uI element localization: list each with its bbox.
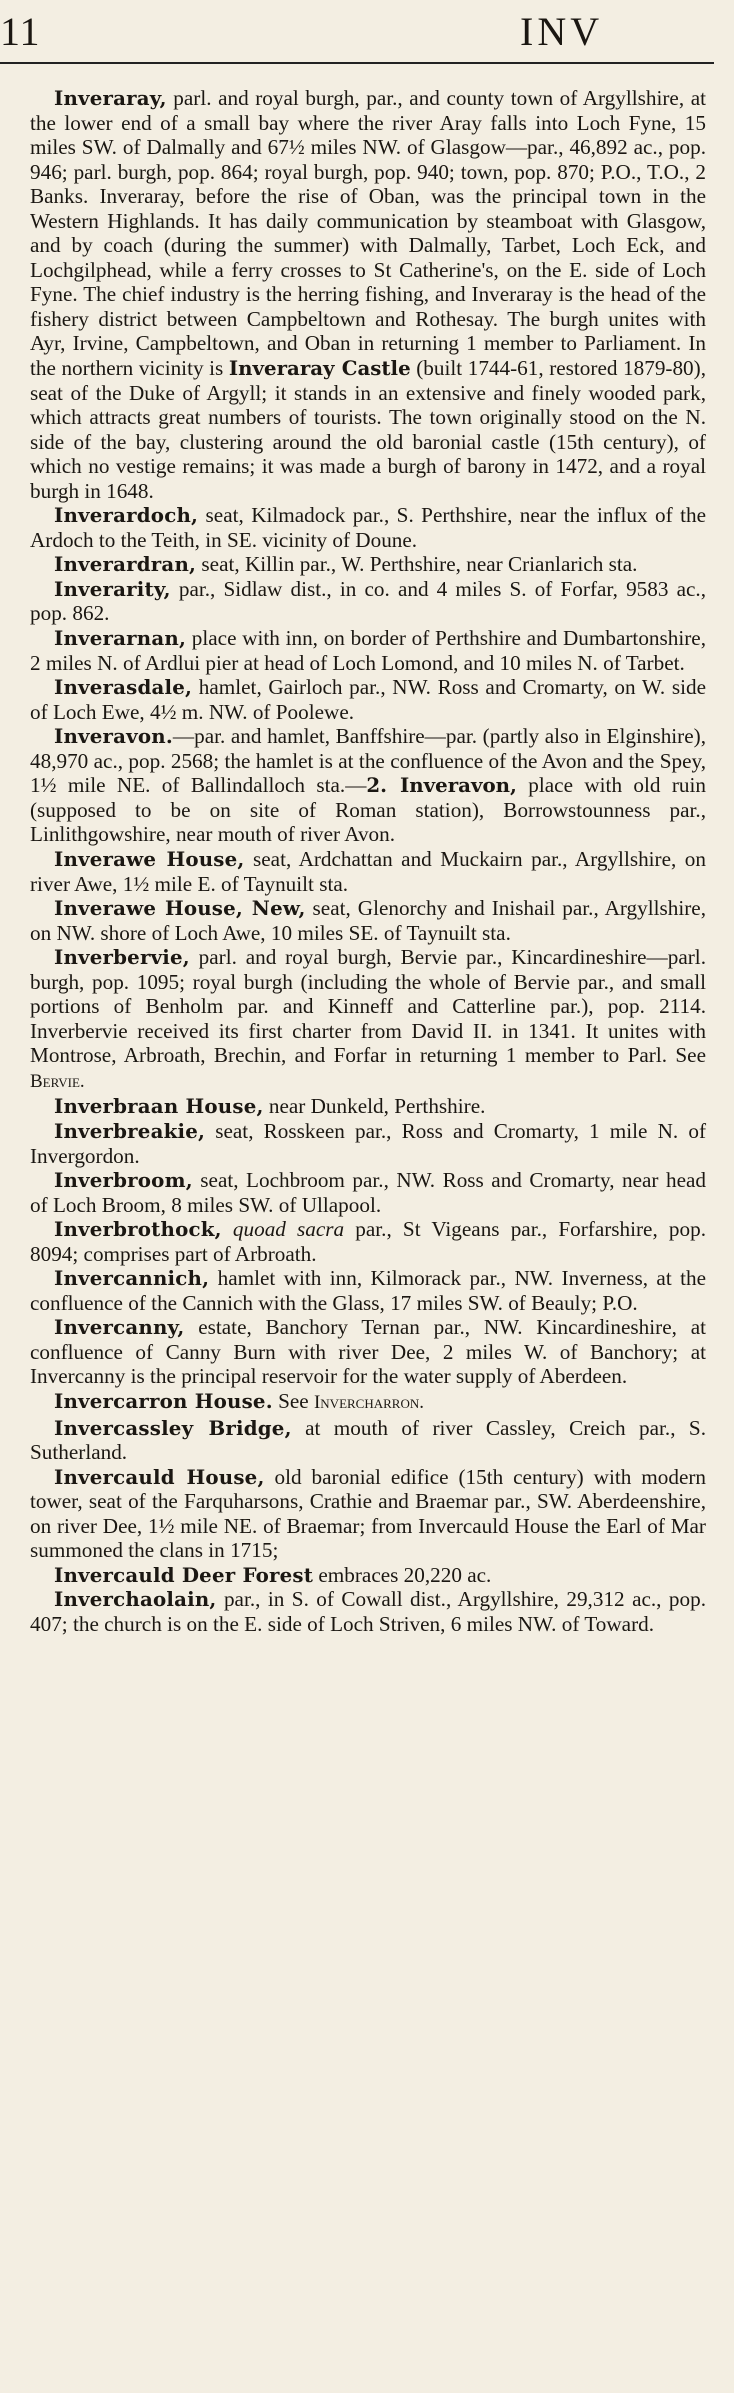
headword: Inverarity,	[54, 576, 171, 601]
entry-text: seat, Rosskeen par., Ross and Cromarty, 1 mile N. of Invergordon.	[30, 1118, 706, 1168]
entry-text: old baronial edifice (15th century) with modern tower, seat of the Farquharsons, Crathie and Braemar par., SW. Aberdeenshire, on river Dee, 1½ mile NE. of Braemar; from Invercauld House the Earl of Mar summoned the clans in 1715;	[30, 1464, 707, 1563]
entry-text: seat, Killin par., W. Perthshire, near Crianlarich sta.	[196, 552, 638, 577]
entry-text: —par. and hamlet, Banffshire—par. (partly also in Elginshire), 48,970 ac., pop. 2568; the hamlet is at the confluence of the Avon and the Spey, 1½ mile NE. of Ballindalloch sta.—	[30, 724, 706, 798]
entry-inverasdale	[30, 675, 706, 724]
headword: Inveraray,	[54, 86, 167, 110]
italic-term: quoad sacra	[232, 1217, 345, 1242]
entry-inveravon	[30, 724, 706, 847]
running-head	[0, 0, 734, 70]
entry-text: parl. and royal burgh, Bervie par., Kincardineshire—parl. burgh, pop. 1095; royal burgh (including the whole of Bervie par., and small portions of Benholm par. and Kinneff and Catterline par.), pop. 2114. Inverbervie received its first charter from David II. in 1341. It unites with Montrose, Arbroath, Brechin, and Forfar in returning 1 member to Parl. See	[30, 945, 706, 1068]
entry-inverawe-house-new	[30, 896, 706, 945]
headword: Inverawe House, New,	[54, 896, 306, 921]
headword: Invercassley Bridge,	[54, 1415, 292, 1440]
headword: Inverchaolain,	[54, 1587, 217, 1612]
entry-text: par., in S. of Cowall dist., Argyllshire, 29,312 ac., pop. 407; the church is on the E. side of Loch Striven, 6 miles NW. of Toward.	[30, 1587, 706, 1636]
headword: Invercanny,	[54, 1315, 185, 1340]
entry-invercannich	[30, 1266, 706, 1315]
entry-invercarron-house	[30, 1389, 706, 1416]
headword: Inverarnan,	[54, 626, 187, 651]
entry-inverbrothock	[30, 1217, 706, 1266]
entry-text: seat, Ardchattan and Muckairn par., Argyllshire, on river Awe, 1½ mile E. of Taynuilt sta.	[30, 846, 706, 896]
entry-text-continued: (built 1744-61, restored 1879-80), seat of the Duke of Argyll; it stands in an extensive and finely wooded park, which attracts great numbers of tourists. The town originally stood on the N. side of the bay, clustering around the old baronial castle (15th century), of which no vestige remains; it was made a burgh of barony in 1472, and a royal burgh in 1648.	[30, 356, 707, 503]
entry-text: hamlet, Gairloch par., NW. Ross and Cromarty, on W. side of Loch Ewe, 4½ m. NW. of Poolewe.	[30, 675, 706, 724]
headword: Inveravon.	[54, 724, 173, 749]
headword: Inverardoch,	[54, 503, 199, 528]
headword: Invercauld Deer Forest	[54, 1562, 314, 1587]
entry-inverbreakie	[30, 1119, 706, 1168]
entry-text: embraces 20,220 ac.	[313, 1562, 492, 1587]
entry-inverbroom	[30, 1168, 706, 1217]
entry-invercauld-house	[30, 1465, 706, 1563]
entry-inverarnan	[30, 626, 706, 675]
headword: Invercarron House.	[54, 1388, 273, 1413]
entry-inveraray	[30, 86, 706, 503]
entry-invercauld-deer-forest	[30, 1563, 706, 1588]
entry-text: parl. and royal burgh, par., and county town of Argyllshire, at the lower end of a small bay where the river Aray falls into Loch Fyne, 15 miles SW. of Dalmally and 67½ miles NW. of Glasgow—par., 46,892 ac., pop. 946; parl. burgh, pop. 864; royal burgh, pop. 940; town, pop. 870; P.O., T.O., 2 Banks. Inveraray, before the rise of Oban, was the principal town in the Western Highlands. It has daily communication by steamboat with Glasgow, and by coach (during the summer) with Dalmally, Tarbet, Loch Eck, and Lochgilphead, while a ferry crosses to St Catherine's, on the E. side of Loch Fyne. The chief industry is the herring fishing, and Inveraray is the head of the fishery district between Campbeltown and Rothesay. The burgh unites with Ayr, Irvine, Campbeltown, and Oban in returning 1 member to Parliament. In the northern vicinity is	[30, 86, 706, 381]
headword: Inverbreakie,	[54, 1118, 206, 1143]
entry-inverbraan-house	[30, 1094, 706, 1119]
entry-text: par., Sidlaw dist., in co. and 4 miles S. of Forfar, 9583 ac., pop. 862.	[30, 576, 706, 626]
entry-inverbervie	[30, 945, 706, 1094]
entry-text: See	[272, 1388, 314, 1413]
headword: Invercannich,	[54, 1266, 210, 1291]
entry-text: par., St Vigeans par., Forfarshire, pop. 8094; comprises part of Arbroath.	[30, 1217, 707, 1266]
cross-reference: Bervie.	[30, 1070, 85, 1092]
cross-reference: Invercharron.	[313, 1391, 424, 1413]
entry-text: place with inn, on border of Perthshire and Dumbartonshire, 2 miles N. of Ardlui pier at head of Loch Lomond, and 10 miles N. of Tarbet.	[30, 626, 706, 675]
headword: Inverbrothock,	[54, 1217, 222, 1242]
entry-text: at mouth of river Cassley, Creich par., S. Sutherland.	[30, 1415, 706, 1465]
entry-inverarity	[30, 577, 706, 626]
headword: Inverbroom,	[54, 1168, 193, 1193]
entry-text: hamlet with inn, Kilmorack par., NW. Inverness, at the confluence of the Cannich with the Glass, 17 miles SW. of Beauly; P.O.	[30, 1266, 706, 1315]
section-heading: INV	[520, 9, 604, 54]
entry-text: seat, Kilmadock par., S. Perthshire, near the influx of the Ardoch to the Teith, in SE. vicinity of Doune.	[30, 503, 706, 552]
entry-inverchaolain	[30, 1587, 706, 1636]
headword: Inverasdale,	[54, 675, 193, 700]
entry-inverardran	[30, 552, 706, 577]
entry-inverawe-house	[30, 847, 706, 896]
entry-text: near Dunkeld, Perthshire.	[263, 1094, 486, 1119]
headword: Invercauld House,	[54, 1464, 265, 1489]
headword: Inverardran,	[54, 552, 197, 577]
entry-text: seat, Glenorchy and Inishail par., Argyllshire, on NW. shore of Loch Awe, 10 miles SE. of Taynuilt sta.	[30, 896, 706, 945]
sub-headword: 2. Inveravon,	[366, 773, 517, 798]
entry-invercanny	[30, 1315, 706, 1389]
entry-invercassley-bridge	[30, 1416, 706, 1465]
page-number: 11	[0, 9, 41, 54]
entry-text: seat, Lochbroom par., NW. Ross and Cromarty, near head of Loch Broom, 8 miles SW. of Ullapool.	[30, 1168, 706, 1217]
entry-text: estate, Banchory Ternan par., NW. Kincardineshire, at confluence of Canny Burn with river Dee, 2 miles W. of Banchory; at Invercanny is the principal reservoir for the water supply of Aberdeen.	[30, 1315, 706, 1389]
headword: Inverbraan House,	[54, 1094, 264, 1119]
headword: Inverbervie,	[54, 945, 190, 970]
entry-inverardoch	[30, 503, 706, 552]
headword: Inverawe House,	[54, 846, 245, 871]
gazetteer-column	[30, 86, 706, 1636]
entry-text-continued: place with old ruin (supposed to be on site of Roman station), Borrowstounness par., Linlithgowshire, near mouth of river Avon.	[30, 773, 706, 847]
sub-headword: Inveraray Castle	[228, 356, 411, 381]
header-rule	[0, 62, 714, 64]
